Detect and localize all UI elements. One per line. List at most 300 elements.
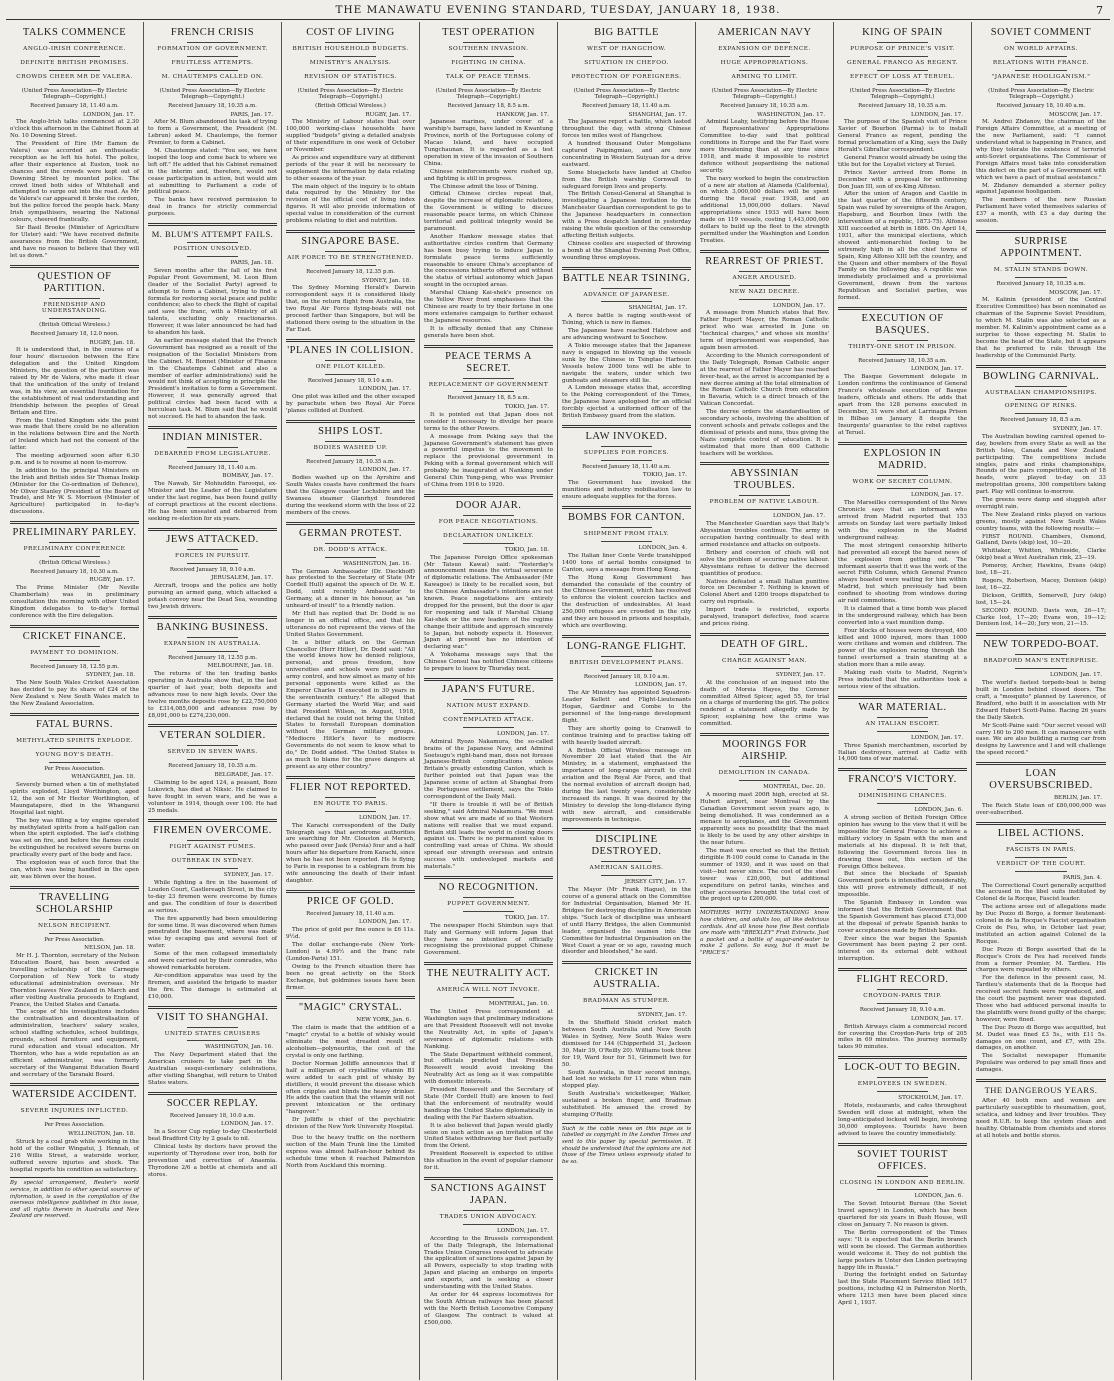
article-subheading: ONE PILOT KILLED. <box>315 363 386 370</box>
article-dateline: LONDON, Jan. 17. <box>359 919 411 926</box>
sub-rule <box>1015 263 1067 264</box>
sub-rule <box>739 42 791 43</box>
article-received: Received January 18, 10.35 a.m. <box>858 357 947 364</box>
article-subheading: DIMINISHING CHANCES. <box>858 793 947 800</box>
article-paragraph: The explosion was of such force that the can, which was being handled in the open air, was blown over the house. <box>10 860 139 880</box>
article-subheading: UNITED STATES CRUISERS <box>164 1030 261 1037</box>
article-headline: LOCK-OUT TO BEGIN. <box>844 1062 961 1074</box>
headline-rule <box>838 442 967 445</box>
article-paragraph: The Japanese Foreign Office spokesman (Mr Tatsuo Kawai) said: "Yesterday's announcement means the virtual severance of diplomatic relations. The Ambassador (Mr Kawagoe) is likely to be recalled soon, but the Chinese Ambassador's intentions are not known. Peace negotiations are entirely dropped for the present, but the door is ajar for reopening and talk if Marshal Chiang Kai-shek or the new leaders of the regime change their attitude and approach sincerely to Japan, but nobody expects it. However, Japan at present has no intention of declaring war." <box>424 554 553 651</box>
headline-rule <box>286 339 415 342</box>
article <box>10 265 139 517</box>
headline-rule <box>148 616 277 619</box>
sub-rule <box>601 56 653 57</box>
article-paragraph: The Air Ministry has appointed Squadron-Leader Kellett and Flight-Lieutenants Hogan, Gardiner and Combe to the personnel of the long-range development flight. <box>562 690 691 724</box>
article-paragraph: The meeting adjourned soon after 6.30 p.m. and is to resume at noon to-morrow. <box>10 453 139 466</box>
article <box>10 521 139 620</box>
article-subheading: CHARGE AGAINST MAN. <box>722 657 807 664</box>
article-dateline: SYDNEY, Jan. 17. <box>223 872 273 879</box>
article-paragraph: The New Zealand rinks played on various greens, mostly against New South Wales country teams, with the following results:— <box>976 511 1106 532</box>
article <box>838 1143 967 1307</box>
article-subheading: CROWDS CHEER MR DE VALERA. <box>16 73 133 80</box>
article-headline: WAR MATERIAL. <box>858 701 947 713</box>
article-paragraph: President Roosevelt is expected to utilise this situation in the event of popular clamour for it. <box>424 1151 553 1172</box>
article-paragraph: The Ministry of Labour states that over 100,000 working-class households have supplied "budgets" giving a detailed analysis of their expenditure in one week of October or November. <box>286 119 415 154</box>
article-credit: Per Press Association. <box>44 1122 105 1129</box>
headline-rule <box>562 961 691 964</box>
sub-rule <box>877 803 929 804</box>
article-paragraph: Prince Xavier arrived from Rome in December with a proposal for enthroning Don Juan III, son of ex-King Alfonso. <box>838 169 967 190</box>
article-dateline: SHANGHAI, Jan. 17. <box>628 111 687 118</box>
article-headline: AMERICAN NAVY <box>717 27 812 38</box>
article-subheading: EXPANSION IN AUSTRALIA. <box>163 640 262 647</box>
sub-rule <box>187 1040 239 1041</box>
article-paragraph: Bribery and coercion of chiefs will not solve the problem of securing native labour. Abyssinians refuse to deliver the decreed quantities of produce. <box>700 549 829 577</box>
article-subheading: SEVERE INJURIES INFLICTED. <box>20 1108 129 1115</box>
article-dateline: LONDON, Jan. 4. <box>638 544 687 551</box>
article-headline: VETERAN SOLDIER. <box>159 730 266 742</box>
article-dateline: BOMBAY, Jan. 17. <box>222 473 273 480</box>
sub-rule <box>601 1008 653 1009</box>
article-paragraph: The Soviet Intourist Bureau (the Soviet travel agency) in London, which has been quartered for six years in Bush House, will close on January 7. No reason is given. <box>838 1201 967 1229</box>
headline-rule <box>424 962 553 965</box>
article-subheading: ON WORLD AFFAIRS. <box>1004 46 1078 52</box>
article-paragraph: The Chinese admit the loss of Tsining. <box>430 183 539 190</box>
article-headline: SINGAPORE BASE. <box>301 236 400 247</box>
sub-rule <box>463 515 515 516</box>
article <box>148 528 277 611</box>
article-subheading: "JAPANESE HOOLIGANISM." <box>991 73 1091 80</box>
column-footnote: By special arrangement, Reuter's world service, in addition to other special sources of information, is used in the compilation of the overseas intelligence published in this issue, and all rights therein in Australia and New Zealand are reserved. <box>10 1177 139 1220</box>
sub-rule <box>739 766 791 767</box>
headline-rule <box>838 768 967 771</box>
article-headline: M. BLUM'S ATTEMPT FAILS. <box>151 229 274 240</box>
sub-rule <box>1015 857 1067 858</box>
headline-rule <box>148 1006 277 1009</box>
article-paragraph: The Karachi correspondent of the Daily Telegraph says that aerodrome authorities are searching for Mr. Clouston at Mersch, who passed over Jask (Persia) four and a half hours after his departure from Karachi, since when he has not been reported. He is flying to Paris in response to a cablegram from his wife announcing the death of their infant daughter. <box>286 822 415 884</box>
sub-rule <box>187 56 239 57</box>
headline-rule <box>10 265 139 268</box>
article-paragraph: The President of Eire (Mr Eamon de Valera) was accorded an enthusiastic reception as he left his hotel. The police, after their experience at Euston, took no chances and the crowds were kept out of Downing Street by mounted police. The crowd lined both sides of Whitehall and attempted to surge out into the road. As Mr de Valera's car appeared it broke the cordon, but the police forced the people back. Many Irish sympathisers, wearing the National colours, cheered frantically. <box>10 141 139 224</box>
article-paragraph: Four blocks of houses were destroyed, 400 killed and 1000 injured, more than 1000 were civilians and women and children. The power of the explosion racing through the tunnel overturned a train standing at a station more than a mile away. <box>838 627 967 669</box>
article-paragraph: South Australia, in their second innings, had lost no wickets for 11 runs when rain stopped play. <box>562 1069 691 1090</box>
article-paragraph: Due to the heavy traffic on the northern section of the Main Trunk line the Limited express was almost half-an-hour behind its schedule time when it reached Palmerston North from Auckland this morning. <box>286 1134 415 1169</box>
article <box>424 345 553 489</box>
article-headline: SOVIET TOURIST OFFICES. <box>857 1148 948 1172</box>
article <box>562 635 691 824</box>
article-paragraph: Marshal Chiang Kai-shek's presence on the Yellow River front emphasises that the Chinese are ready to try their fortune in one more extensive campaign to further exhaust the Japanese resources. <box>424 290 553 324</box>
sub-rule <box>1015 413 1067 414</box>
headline-rule <box>976 230 1106 233</box>
article-paragraph: Making rash visits to Madrid, Negrin's Press inducted that the authorities took a serious view of the situation. <box>838 670 967 690</box>
article <box>148 27 277 218</box>
sub-rule <box>325 42 377 43</box>
sub-rule <box>187 42 239 43</box>
article-dateline: WHANGAREI, Jan. 18. <box>71 774 135 781</box>
article-paragraph: It is understood that, in the course of a four hours' discussion between the Eire delegation and the United Kingdom Ministers, the question of the partition was raised by Mr de Valera, who made it clear that the unification of the unity of Ireland was, in his view, an essential foundation for the establishment of real understanding and friendship between the peoples of Great Britain and Eire. <box>10 347 139 416</box>
article-dateline: WASHINGTON, Jan. 16. <box>343 560 411 567</box>
article <box>10 1083 139 1173</box>
article <box>286 890 415 992</box>
article-subheading: SHIPMENT FROM ITALY. <box>583 531 670 538</box>
article-subheading: FRIENDSHIP AND UNDERSTANDING. <box>41 301 108 315</box>
article-received: Received January 18, 8.5 a.m. <box>447 395 530 402</box>
article-paragraph: A fierce battle is raging south-west of Tsining, which is now in flames. <box>562 313 691 327</box>
article-headline: SANCTIONS AGAINST JAPAN. <box>430 1182 547 1206</box>
sub-rule <box>601 994 653 995</box>
sub-rule <box>49 933 101 934</box>
article-credit: (United Press Association—By Electric Telegraph—Copyright.) <box>573 87 680 101</box>
article-paragraph: British Airways claim a commercial record for covering the Croydon-Paris trip of 205 miles in 69 minutes. The journey normally takes 90 minutes. <box>838 1023 967 1051</box>
headline-rule <box>10 521 139 524</box>
article-paragraph: Mr H. J. Thornton, secretary of the Nelson Education Board, has been awarded a travelling scholarship of the Carnegie Corporation of New York to study educational administration overseas. Mr Thornton leaves New Zealand in March and after visiting Australia proceeds to England, France, the United States and Canada. <box>10 953 139 1008</box>
article <box>562 961 691 1119</box>
article-paragraph: The claim is made that the addition of a "magic" crystal to a bottle of whisky would eliminate the most dreaded result of alcoholism—polyneuritis, the cost of the crystal is only one farthing. <box>286 1025 415 1059</box>
article-paragraph: "If there is trouble it will be of British seeking," said Admiral Nakamura. "We must show what we are made of so that Western nations will realise that we must expand. Britain still leads the world in closing doors against us. There is no permanent value in controlling vast areas of China. We should spread our strength overseas and entrain success with undeveloped markets and materials." <box>424 801 553 871</box>
sub-rule <box>877 354 929 355</box>
sub-rule <box>601 301 653 302</box>
article-dateline: MELBOURNE, Jan. 18. <box>207 663 273 670</box>
article-received: Received January 18, 11.40 a.m. <box>30 102 119 109</box>
sub-rule <box>463 997 515 998</box>
article-headline: QUESTION OF PARTITION. <box>37 270 112 294</box>
article-paragraph: After M. Blum abandoned his task of trying to form a Government, the President (M. Lebrun) asked M. Chautemps, the former Premier, to form a Cabinet. <box>148 119 277 147</box>
sub-rule <box>463 378 515 379</box>
article-dateline: LONDON, Jan. 17. <box>1050 672 1102 679</box>
sub-rule <box>325 374 377 375</box>
article-headline: 'PLANES IN COLLISION. <box>287 344 414 356</box>
sub-rule <box>877 340 929 341</box>
column-7 <box>834 22 972 1380</box>
column-1 <box>6 22 144 1380</box>
sub-rule <box>877 488 929 489</box>
article-paragraph: The navy worked to begin the construction of a new air station at Alameda (California), on which 3,000,000 dollars will be spent during the fiscal year. 1938, and an additional 15,000,000 dollars. Naval appropriations since 1933 will have been made on 119 vessels, costing 1,443,000,000 dollars to build up the fleet to the strength permitted under the Washington and London Treaties. <box>700 175 829 244</box>
article-paragraph: During the fortnight ended on Saturday last the State Placement Service filled 1617 positions, including 42 in Palmerston North, where 1213 men have been placed since April 1, 1937. <box>838 1272 967 1307</box>
article-paragraph: The purpose of the Spanish visit of Prince Xavier of Bourbon (Parma) is to install General Franco as regent, pending the formal proclamation of a King, says the Daily Herald's Gibraltar correspondent. <box>838 119 967 154</box>
column-3 <box>282 22 420 1380</box>
sub-rule <box>325 265 377 266</box>
article-subheading: BRITISH DEVELOPMENT PLANS. <box>569 659 684 666</box>
article-paragraph: After 40 both men and women are particularly susceptible to rheumatism, gout, sciatica, and kidney and liver troubles. They need R.U.R. to keep the system clean and healthy. Obtainable from chemists and stores at all hotels and bottle stores. <box>976 1098 1106 1139</box>
sub-rule <box>739 668 791 669</box>
article <box>148 616 277 720</box>
sub-rule <box>1015 843 1067 844</box>
sub-rule <box>601 861 653 862</box>
sub-rule <box>463 56 515 57</box>
article-subheading: SUPPLIES FOR FORCES. <box>583 449 670 456</box>
article-dateline: SYDNEY, Jan. 17. <box>637 1012 687 1019</box>
article-received: Received January 18, 10.0 a.m. <box>169 1112 256 1119</box>
article-subheading: M. STALIN STANDS DOWN. <box>993 267 1089 273</box>
article-received: Received January 18, 10.40 a.m. <box>996 102 1086 109</box>
article-headline: SOCCER REPLAY. <box>166 1097 259 1109</box>
article-received: Received January 18, 10.35 a.m. <box>996 280 1086 287</box>
article-paragraph: Severely burned when a tin of methylated spirits exploded, Lloyd Worthington, aged 12, the son of Mr Hector Worthington, of Maungatapere, died in the Whangarei Hospital last night. <box>10 782 139 816</box>
article-headline: FRENCH CRISIS <box>170 27 255 38</box>
sub-rule <box>877 731 929 732</box>
article-paragraph: The Reich State loan of £80,000,000 was over-subscribed. <box>976 803 1106 816</box>
article-dateline: NEW YORK, Jan. 6. <box>356 1017 411 1024</box>
article-paragraph: Hotels, restaurants, and cafes throughout Sweden will close at midnight, when the long-anticipated lockout will begin, involving 30,000 employees. Tourists have been advised to leave the country immediately. <box>838 1103 967 1137</box>
article-paragraph: The scope of his investigations includes the centralisation and decentralisation of administration, teachers' salary scales, school staffing schedules, school buildings, grounds, school furniture and equipment, rural education and visual education. Mr Thornton, who has a wide reputation as an efficient administrator, was formerly secretary of the Wanganui Education Board and secretary of the Taranaki Board. <box>10 1009 139 1078</box>
article-paragraph: Admiral Ryozo Nakamura, the so-called brains of the Japanese Navy, and Admiral Soetsugu's right-hand man, does not foresee Japanese-British complications unless Britain's greatly extending Canton, which is further pointed out that Japan was the Japanese scene of action at Shanghai from the Portuguese settlement, says the Tokio correspondent of the Daily Mail. <box>424 738 553 800</box>
sub-rule <box>739 271 791 272</box>
article <box>10 625 139 708</box>
article-paragraph: Rogers, Robertson, Macey, Denison (skip) lost, 16—22. <box>976 578 1106 591</box>
article-subheading: FRUITLESS ATTEMPTS. <box>171 59 254 66</box>
article-paragraph: Clinical tests by doctors have proved the superiority of Thyrodone over iron, both for prevention and correction of Anaemia. Thyrodone 2/6 a bottle at chemists and all stores. <box>148 1144 277 1178</box>
article-dateline: PARIS, Jan. 4. <box>1063 874 1102 881</box>
article-paragraph: Chinese coolies are suspected of throwing a bomb at the Shanghai Evening Post Office, wounding three employees. <box>562 240 691 261</box>
article-dateline: BELGRADE, Jan. 17. <box>214 771 273 778</box>
article-paragraph: Chinese reinforcements were rushed up, and fighting is still in progress. <box>424 168 553 182</box>
article <box>976 230 1106 360</box>
sub-rule <box>877 475 929 476</box>
sub-rule <box>739 780 791 781</box>
article-dateline: LONDON, Jan. 17. <box>773 302 825 309</box>
sub-rule <box>1015 654 1067 655</box>
article-paragraph: M. Kalinin (president of the Central Executive Committee) has been nominated as chairman of the Supreme Soviet Presidium, to which M. Stalin was also selected as a member. M. Kalinin's appointment came as a surprise to those expecting M. Stalin to become the head of the State, but it appears that he preferred to rule through the leadership of the Communist Party. <box>976 297 1106 359</box>
sub-rule <box>49 42 101 43</box>
article-headline: LIBEL ACTIONS. <box>997 827 1085 839</box>
article-paragraph: The members of the new Russian Parliament have voted themselves salaries of £37 a month, with £3 a day during the session. <box>976 197 1106 225</box>
article-subheading: POSITION UNSOLVED. <box>173 246 252 253</box>
article-subheading: AMERICAN SAILORS. <box>589 865 664 872</box>
article-headline: PEACE TERMS A SECRET. <box>445 350 532 374</box>
sub-rule <box>49 298 101 299</box>
article-paragraph: But since the blockade of Spanish Government ports is intensified considerably, this will prove extremely difficult, if not impossible. <box>838 871 967 899</box>
article-headline: REARREST OF PRIEST. <box>705 255 824 267</box>
sub-rule <box>187 745 239 746</box>
sub-rule <box>187 868 239 869</box>
sub-rule <box>187 854 239 855</box>
article-credit: (United Press Association—By Electric Telegraph—Copyright.) <box>159 87 266 101</box>
article-subheading: EMPLOYEES IN SWEDEN. <box>857 1081 948 1088</box>
article-headline: ABYSSINIAN TROUBLES. <box>730 468 799 492</box>
article-subheading: NATION MUST EXPAND. <box>446 703 531 709</box>
article-paragraph: A hundred thousand Outer Mongolians captured Paipingmiao, and are now concentrating in Western Suiyuan for a drive eastward. <box>562 141 691 168</box>
article-headline: NEW TORPEDO-BOAT. <box>983 639 1099 651</box>
sub-rule <box>325 360 377 361</box>
sub-rule <box>463 1224 515 1225</box>
sub-rule <box>877 1077 929 1078</box>
article-paragraph: The Japanese have reached Halchow and are advancing westward to Soochow. <box>562 328 691 342</box>
article <box>562 425 691 501</box>
article-subheading: PURPOSE OF PRINCE'S VISIT. <box>850 46 955 52</box>
sub-rule <box>601 875 653 876</box>
sub-rule <box>187 256 239 257</box>
article-subheading: SOUTHERN INVASION. <box>448 46 529 52</box>
article-headline: BANKING BUSINESS. <box>156 621 269 633</box>
article-paragraph: The greens were damp and sluggish after overnight rain. <box>976 497 1106 510</box>
sub-rule <box>463 529 515 530</box>
headline-rule <box>286 522 415 525</box>
sub-rule <box>1015 277 1067 278</box>
article <box>976 1079 1106 1139</box>
sub-rule <box>463 983 515 984</box>
article-dateline: LONDON, Jan. 17. <box>497 1227 549 1234</box>
article-credit: (United Press Association—By Electric Telegraph—Copyright.) <box>988 87 1094 101</box>
article-subheading: NELSON RECIPIENT. <box>38 922 111 929</box>
article <box>976 633 1106 757</box>
article-dateline: SYDNEY, Jan. 18. <box>361 277 411 284</box>
article-headline: SOVIET COMMENT <box>990 27 1092 38</box>
article-headline: THE DANGEROUS YEARS. <box>984 1085 1098 1096</box>
article <box>562 828 691 956</box>
headline-rule <box>976 633 1106 636</box>
column-2 <box>144 22 282 1380</box>
headline-rule <box>10 713 139 716</box>
headline-rule <box>976 822 1106 825</box>
article-subheading: EN ROUTE TO PARIS. <box>313 800 388 807</box>
article-dateline: LONDON, Jan. 17. <box>221 1121 273 1128</box>
article-subheading: ADVANCE OF JAPANESE. <box>583 291 670 298</box>
article-headline: CRICKET IN AUSTRALIA. <box>592 967 661 991</box>
sub-rule <box>325 251 377 252</box>
sub-rule <box>325 557 377 558</box>
article-paragraph: The Berlin correspondent of the Times says: "It is expected that the Berlin branch will soon be closed. The German authorities would welcome it. They do not publish the large posters in Unter den Linden portraying happy life in Russia." <box>838 1230 967 1271</box>
article-headline: "MAGIC" CRYSTAL. <box>298 1002 403 1014</box>
sub-rule <box>187 70 239 71</box>
article-paragraph: M. Chautemps stated: "You see, we have looped the loop and come back to where we left off." He added that his Cabinet remained in the interim and, therefore, would not cease participation in action, but would aim at submitting to Parliament a code of political peace. <box>148 148 277 196</box>
article-paragraph: The Basque Government delegate in London confirms the continuance of General Franco's wholesale execution of Basque leaders, officials and others. He adds that apart from the 128 persons executed in December, 31 were shot at Larrinaga Prison in Bilbao on January 8 despite the Insurgents' guarantee to the rebel captives at Teruel. <box>838 374 967 436</box>
article-subheading: TRADES UNION ADVOCACY. <box>439 1213 538 1220</box>
article-paragraph: Whittaker, Whitten, Whiteside, Clarke (skip) beat a West Australian rink, 23—19. <box>976 548 1106 562</box>
article-paragraph: From the United Kingdom side the point was made that there could be no alteration in the relations between Eire and the North of Ireland which had not the consent of the latter. <box>10 417 139 452</box>
article-paragraph: The Spanish Embassy in London was informed that the British Government that the Spanish Government has placed £73,000 at the disposal of private Spanish banks to cover acceptances made by British banks. <box>838 900 967 934</box>
article-paragraph: FIRST ROUND. Chambers, Osmond, Galland, Davis (skip) lost, 10—20. <box>976 533 1106 547</box>
article-dateline: NELSON, Jan. 18. <box>84 945 135 952</box>
article-subheading: AUSTRALIAN CHAMPIONSHIPS. <box>985 389 1097 396</box>
article-dateline: LONDON, Jan. 17. <box>911 492 963 499</box>
article-paragraph: A strong section of British Foreign Office opinion has swung to the view that it will be impossible for General Franco to achieve a military victory in Spain with the men and materials at his disposal. It is felt that, following the Government forces lies in drawing these out, this section of the Foreign Office believes. <box>838 815 967 870</box>
article-headline: SURPRISE APPOINTMENT. <box>1000 236 1082 259</box>
article-subheading: DECLARATION UNLIKELY. <box>443 532 534 539</box>
article-paragraph: The returns of the ten trading banks operating in Australia show that, in the last quarter of last year, both deposits and advances rose to new high levels. Over the twelve months deposits rose by £22,750,000 to £314,085,000 and advances rose by £8,091,000 to £274,230,000. <box>148 671 277 719</box>
sub-rule <box>739 70 791 71</box>
article-headline: FLIGHT RECORD. <box>856 974 949 986</box>
sub-rule <box>601 84 653 85</box>
article <box>148 223 277 421</box>
article-paragraph: The Prime Minister (Mr Neville Chamberlain) was in preliminary consultation this morning with other United Kingdom delegates to to-day's formal conference with the Eire delegation. <box>10 585 139 619</box>
sub-rule <box>187 84 239 85</box>
article-paragraph: The Japanese report a battle, which lasted throughout the day, with strong Chinese forces ten miles west of Hangchow. <box>562 119 691 140</box>
sub-rule <box>187 651 239 652</box>
article-paragraph: Some of the men collapsed immediately and were carried out by their comrades, who showed remarkable heroism. <box>148 951 277 971</box>
article-subheading: DEBARRED FROM LEGISLATURE. <box>154 450 271 457</box>
article-paragraph: Ever since the war began the Spanish Government has been paying 2 per cent. interest on its external debt without interruption. <box>838 935 967 963</box>
sub-rule <box>325 811 377 812</box>
article-received: Received January 18, 12.55 p.m. <box>30 663 119 670</box>
headline-rule <box>562 828 691 831</box>
article-credit: Per Press Association. <box>44 765 105 772</box>
article-headline: COST OF LIVING <box>306 27 395 38</box>
headline-rule <box>838 307 967 310</box>
article <box>838 307 967 437</box>
article-subheading: THIRTY-ONE SHOT IN PRISON. <box>848 343 957 350</box>
sub-rule <box>877 789 929 790</box>
article-headline: EXECUTION OF BASQUES. <box>861 312 944 336</box>
article-subheading: DR. DODD'S ATTACK. <box>313 546 388 553</box>
sub-rule <box>877 989 929 990</box>
article-paragraph: The Socialist newspaper Humanite Populaire was ordered to pay small fines and damages. <box>976 1053 1106 1074</box>
article-subheading: FASCISTS IN PARIS. <box>1005 846 1077 853</box>
article-paragraph: One pilot was killed and the other escaped by parachute when two Royal Air Force 'planes collided at Duxford. <box>286 394 415 414</box>
article-paragraph: Aircraft, troops and the police are hotly pursuing an armed gang, which attacked a potash convoy near the Dead Sea, wounding two Jewish drivers. <box>148 583 277 610</box>
sub-rule <box>601 42 653 43</box>
article-subheading: VERDICT OF THE COURT. <box>996 860 1086 867</box>
article-dateline: WELLINGTON, Jan. 18. <box>68 1130 135 1137</box>
article-paragraph: Struck by a coal grab while working in the hold of the collier Wingatui, J. Hennah, of 216 Willis Street, a waterside worker, suffered severe injuries and shock. The hospital reports his condition as satisfactory. <box>10 1138 139 1173</box>
article-received: (British Official Wireless.) <box>315 102 386 109</box>
article-dateline: LONDON, Jan. 17. <box>773 513 825 520</box>
headline-rule <box>10 1083 139 1086</box>
article-dateline: WASHINGTON, Jan. 17. <box>757 111 825 118</box>
article <box>10 27 139 260</box>
headline-rule <box>424 876 553 879</box>
article-subheading: BODIES WASHED UP. <box>313 444 388 451</box>
article <box>424 678 553 871</box>
article-dateline: LONDON, Jan. 17. <box>635 682 687 689</box>
sub-rule <box>463 391 515 392</box>
article <box>838 768 967 963</box>
article-headline: PRELIMINARY PARLEY. <box>12 527 137 539</box>
article-paragraph: A British Official Wireless message on November 26 last stated that the Air Ministry, in a statement, emphasised the importance of long-range aircraft to civil aviation and the Royal Air Force, and that the normal evolution of aircraft design had, during the last twenty years, considerably increased its range. It was desired by the Ministry to develop the long-distance flying with new aircraft, and considerable improvements in technique. <box>562 747 691 823</box>
article-paragraph: South Australia's wicketkeeper, Walker, sustained a broken finger, and Bradman substituted. He amused the crowd by stumping O'Reilly. <box>562 1091 691 1118</box>
headline-rule <box>838 968 967 971</box>
article-received: Received January 18, 12.0 noon. <box>30 330 119 337</box>
article-subheading: PUPPET GOVERNMENT. <box>447 900 530 907</box>
article-dateline: MONTREAL, Jan. 16. <box>488 1001 549 1008</box>
article-received: Received January 18, 9.10 a.m. <box>859 1007 946 1014</box>
sub-rule <box>601 527 653 528</box>
article-dateline: WASHINGTON, Jan. 16. <box>205 1044 273 1051</box>
headline-rule <box>286 776 415 779</box>
article <box>700 462 829 627</box>
article <box>700 633 829 728</box>
article-dateline: LONDON, Jan. 17. <box>359 386 411 393</box>
article <box>286 230 415 334</box>
headline-rule <box>424 678 553 681</box>
article-headline: BOWLING CARNIVAL. <box>982 370 1100 382</box>
article-paragraph: It is pointed out that Japan does not consider it necessary to divulge her peace terms to the other Powers. <box>424 411 553 432</box>
article-subheading: BRADMAN AS STUMPER. <box>583 998 670 1005</box>
article-paragraph: An order for 44 express locomotives for the South African railways has been placed with the North British Locomotive Company of Glasgow. The contract is valued at £500,000. <box>424 1292 553 1326</box>
article-headline: TEST OPERATION <box>442 27 535 38</box>
article <box>286 522 415 771</box>
article-dateline: MOSCOW, Jan. 17. <box>1049 111 1102 118</box>
article-paragraph: The Correctional Court generally acquitted the accused in the libel suits instituted by Colonel de la Rocque, Fascist leader. <box>976 882 1106 903</box>
sub-rule <box>49 734 101 735</box>
sub-rule <box>877 1176 929 1177</box>
article-paragraph: The Mayor (Mr Frank Hague), in the course of a general attack on the Committee for Industrial Organisation, blamed Mr H. Bridges for destroying discipline in American ships. "Such lack of discipline was unheard of until Harry Bridges, the alien Communist leader, organised the seamen into the Committee for Industrial Organisation on the West Coast a year or so ago, causing much disorder and bloodshed," he said. <box>562 887 691 956</box>
columns <box>6 22 1110 1380</box>
article-paragraph: For the defence in the present case, M. Tardieu's statements that de la Rocque had received secret funds were reproduced, and the court the payment never was disputed. Those who had adduced personal insults to the plaintiffs were found guilty of the charge; however, were fined. <box>976 975 1106 1023</box>
sub-rule <box>49 542 101 543</box>
article-subheading: SERVED IN SEVEN WARS. <box>167 749 258 756</box>
sub-rule <box>187 549 239 550</box>
sub-rule <box>877 42 929 43</box>
sub-rule <box>739 509 791 510</box>
article-credit: (United Press Association—By Electric Telegraph—Copyright.) <box>435 87 542 101</box>
article-headline: KING OF SPAIN <box>862 27 943 38</box>
article-dateline: RUGBY, Jan. 18. <box>89 339 135 346</box>
article <box>10 886 139 1079</box>
article-headline: GERMAN PROTEST. <box>299 527 402 539</box>
article-headline: TALKS COMMENCE <box>22 27 127 38</box>
article-subheading: ANGER AROUSED. <box>732 274 797 281</box>
article-credit: (United Press Association—By Electric Telegraph—Copyright.) <box>297 87 404 101</box>
